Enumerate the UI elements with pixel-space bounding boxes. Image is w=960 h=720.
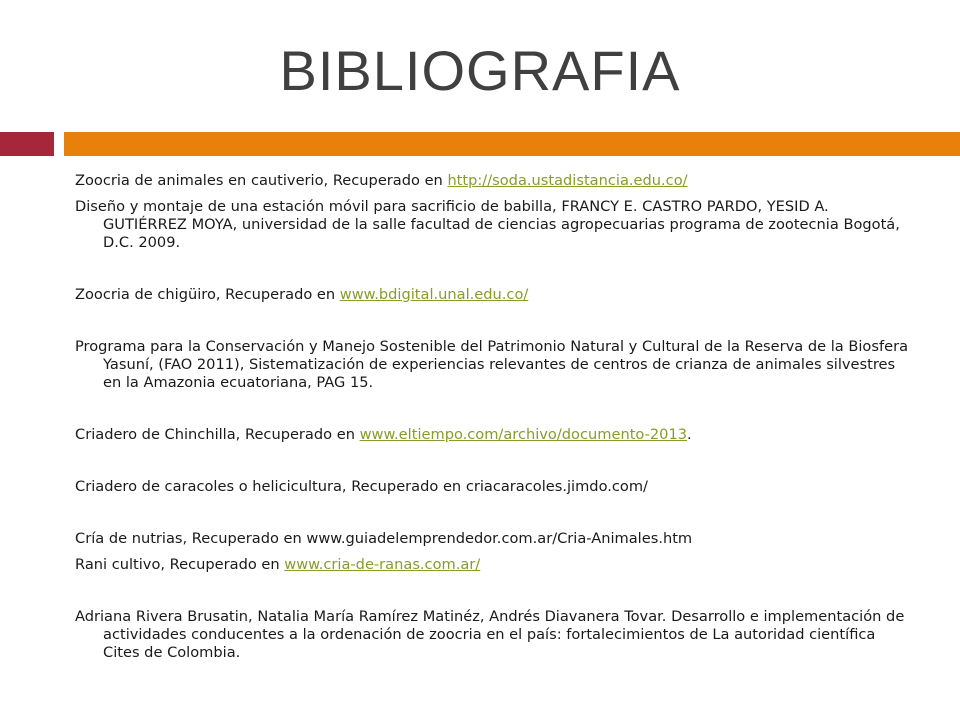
- entry-text: Rani cultivo, Recuperado en: [75, 556, 285, 573]
- entry-suffix: .: [687, 426, 692, 443]
- entry-text: Criadero de caracoles o helicicultura, Recuperado en criacaracoles.jimdo.com/: [75, 478, 648, 495]
- entry-link[interactable]: www.cria-de-ranas.com.ar/: [284, 556, 481, 573]
- entry-text: Cría de nutrias, Recuperado en www.guiadelemprendedor.com.ar/Cria-Animales.htm: [75, 530, 693, 547]
- bibliography-entry: [75, 478, 910, 496]
- bibliography-entry: [75, 608, 910, 662]
- entry-text: Zoocria de animales en cautiverio, Recuperado en: [75, 172, 448, 189]
- entry-text: Criadero de Chinchilla, Recuperado en: [75, 426, 360, 443]
- accent-bar-left: [0, 132, 54, 156]
- entry-link[interactable]: www.bdigital.unal.edu.co/: [339, 286, 529, 303]
- bibliography-entry: [75, 426, 910, 444]
- accent-bar-right: [64, 132, 960, 156]
- bibliography-entry: [75, 530, 910, 548]
- bibliography-list: [75, 172, 910, 662]
- entry-text: Diseño y montaje de una estación móvil para sacrificio de babilla, FRANCY E. CASTRO PARDO, YESID A. GUTIÉRREZ MOYA, universidad de la salle facultad de ciencias agropecuarias programa de zootecnia Bogotá, D.C. 2009.: [75, 198, 900, 251]
- bibliography-entry: [75, 338, 910, 392]
- entry-text: Programa para la Conservación y Manejo Sostenible del Patrimonio Natural y Cultural de la Reserva de la Biosfera Yasuní, (FAO 2011), Sistematización de experiencias relevantes de centros de crianza de animales silvestres en la Amazonia ecuatoriana, PAG 15.: [75, 338, 909, 391]
- slide-title: BIBLIOGRAFIA: [279, 39, 681, 102]
- bibliography-entry: [75, 286, 910, 304]
- bibliography-entry: [75, 172, 910, 190]
- entry-text: Adriana Rivera Brusatin, Natalia María Ramírez Matinéz, Andrés Diavanera Tovar. Desarrollo e implementación de actividades conducentes a la ordenación de zoocria en el país: fortalecimientos de La autoridad científica Cites de Colombia.: [75, 608, 905, 661]
- bibliography-entry: [75, 198, 910, 252]
- entry-text: Zoocria de chigüiro, Recuperado en: [75, 286, 340, 303]
- entry-link[interactable]: http://soda.ustadistancia.edu.co/: [447, 172, 688, 189]
- entry-link[interactable]: www.eltiempo.com/archivo/documento-2013: [359, 426, 688, 443]
- bibliography-entry: [75, 556, 910, 574]
